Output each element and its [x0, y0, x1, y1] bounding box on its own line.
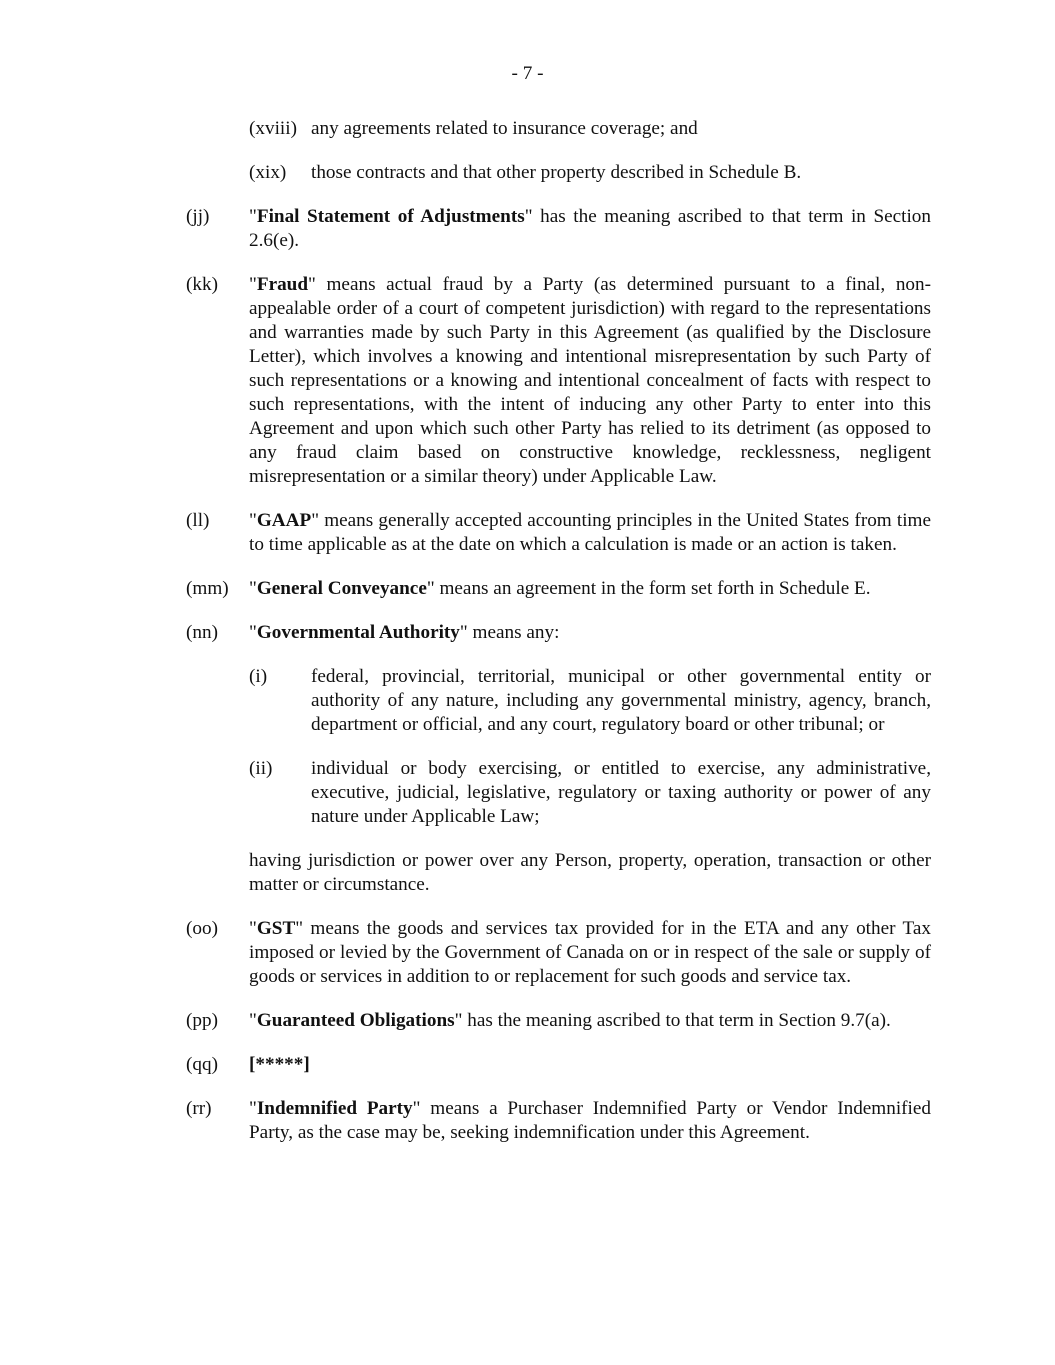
definition-text: means an agreement in the form set forth in Schedule E. — [434, 578, 871, 599]
defined-term: General Conveyance — [256, 578, 427, 599]
item-text: those contracts and that other property described in Schedule B. — [311, 162, 802, 183]
definition-text: means a Purchaser Indemnified Party or Vendor Indemnified Party, as the case may be, seeking indemnification under this Agreement. — [249, 1098, 931, 1143]
definition-general-conveyance — [186, 577, 931, 601]
item-label: (xviii) — [249, 118, 297, 139]
item-label: (rr) — [186, 1098, 212, 1119]
item-label: (ll) — [186, 510, 210, 531]
definition-fraud — [186, 273, 931, 489]
item-label: (nn) — [186, 622, 218, 643]
close-quote: " — [412, 1098, 421, 1119]
item-label: (i) — [249, 666, 268, 687]
open-quote: " — [249, 578, 257, 599]
defined-term: Final Statement of Adjustments — [256, 206, 525, 227]
definition-body — [249, 917, 931, 989]
item-label: (mm) — [186, 578, 229, 599]
definition-text: has the meaning ascribed to that term in Section 2.6(e). — [249, 206, 931, 251]
definition-text: has the meaning ascribed to that term in Section 9.7(a). — [462, 1010, 891, 1031]
item-label: (qq) — [186, 1054, 218, 1075]
definition-body — [249, 205, 931, 253]
close-quote: " — [426, 578, 435, 599]
definition-body — [249, 509, 931, 557]
item-label: (xix) — [249, 162, 287, 183]
defined-term: Fraud — [256, 274, 309, 295]
definition-body — [249, 1097, 931, 1145]
redacted-text: [*****] — [249, 1054, 310, 1075]
definition-body — [249, 1009, 931, 1033]
close-quote: " — [311, 510, 320, 531]
item-label: (pp) — [186, 1010, 218, 1031]
item-text: any agreements related to insurance coverage; and — [311, 118, 698, 139]
open-quote: " — [249, 622, 257, 643]
open-quote: " — [249, 1010, 257, 1031]
definition-text: means generally accepted accounting principles in the United States from time to time applicable as at the date on which a calculation is made or an action is taken. — [249, 510, 931, 555]
defined-term: GAAP — [256, 510, 312, 531]
item-label: (ii) — [249, 758, 273, 779]
close-quote: " — [454, 1010, 463, 1031]
definition-text: means any: — [467, 622, 560, 643]
close-quote: " — [524, 206, 533, 227]
item-label: (jj) — [186, 206, 210, 227]
definition-body — [249, 621, 931, 645]
definition-text: means actual fraud by a Party (as determined pursuant to a final, non-appealable order of a court of competent jurisdiction) with regard to the representations and warranties made by such Party in this Agreement (as qualified by the Disclosure Letter), which involves a knowing and intentional misrepresentation by such Party of such representations or a knowing and intentional concealment of facts with respect to such representations, with the intent of inducing any other Party to enter into this Agreement and upon which such other Party has relied to its detriment (as opposed to any fraud claim based on constructive knowledge, recklessness, negligent misrepresentation or a similar theory) under Applicable Law. — [249, 274, 931, 487]
open-quote: " — [249, 1098, 257, 1119]
open-quote: " — [249, 274, 257, 295]
close-quote: " — [459, 622, 468, 643]
defined-term: GST — [256, 918, 296, 939]
definition-continuation: having jurisdiction or power over any Person, property, operation, transaction or other matter or circumstance. — [249, 850, 931, 895]
subitem-xviii — [249, 117, 931, 141]
definition-text: means the goods and services tax provided for in the ETA and any other Tax imposed or levied by the Government of Canada on or in respect of the sale or supply of goods or services in addition to or replacement for such goods and service tax. — [249, 918, 931, 987]
definition-body — [249, 273, 931, 489]
item-text: federal, provincial, territorial, municipal or other governmental entity or authority of any nature, including any governmental ministry, agency, branch, department or official, and any court, regulatory board or other tribunal; or — [311, 666, 931, 735]
close-quote: " — [308, 274, 316, 295]
open-quote: " — [249, 918, 257, 939]
definition-guaranteed-obligations — [186, 1009, 931, 1033]
subitem-ii — [249, 757, 931, 829]
item-label: (oo) — [186, 918, 218, 939]
subitem-xix — [249, 161, 931, 185]
item-label: (kk) — [186, 274, 218, 295]
item-text: individual or body exercising, or entitled to exercise, any administrative, executive, judicial, legislative, regulatory or taxing authority or power of any nature under Applicable Law; — [311, 758, 931, 827]
close-quote: " — [295, 918, 304, 939]
definition-final-statement-of-adjustments — [186, 205, 931, 253]
definitions-list — [186, 117, 931, 1165]
definition-redacted — [186, 1053, 931, 1077]
open-quote: " — [249, 510, 257, 531]
defined-term: Indemnified Party — [256, 1098, 413, 1119]
page-number: - 7 - — [511, 63, 544, 84]
definition-body — [249, 577, 931, 601]
open-quote: " — [249, 206, 257, 227]
definition-gst — [186, 917, 931, 989]
defined-term: Governmental Authority — [256, 622, 460, 643]
defined-term: Guaranteed Obligations — [256, 1010, 455, 1031]
definition-gaap — [186, 509, 931, 557]
subitem-i — [249, 665, 931, 737]
definition-governmental-authority — [186, 621, 931, 645]
definition-body — [249, 1053, 931, 1077]
definition-indemnified-party — [186, 1097, 931, 1145]
